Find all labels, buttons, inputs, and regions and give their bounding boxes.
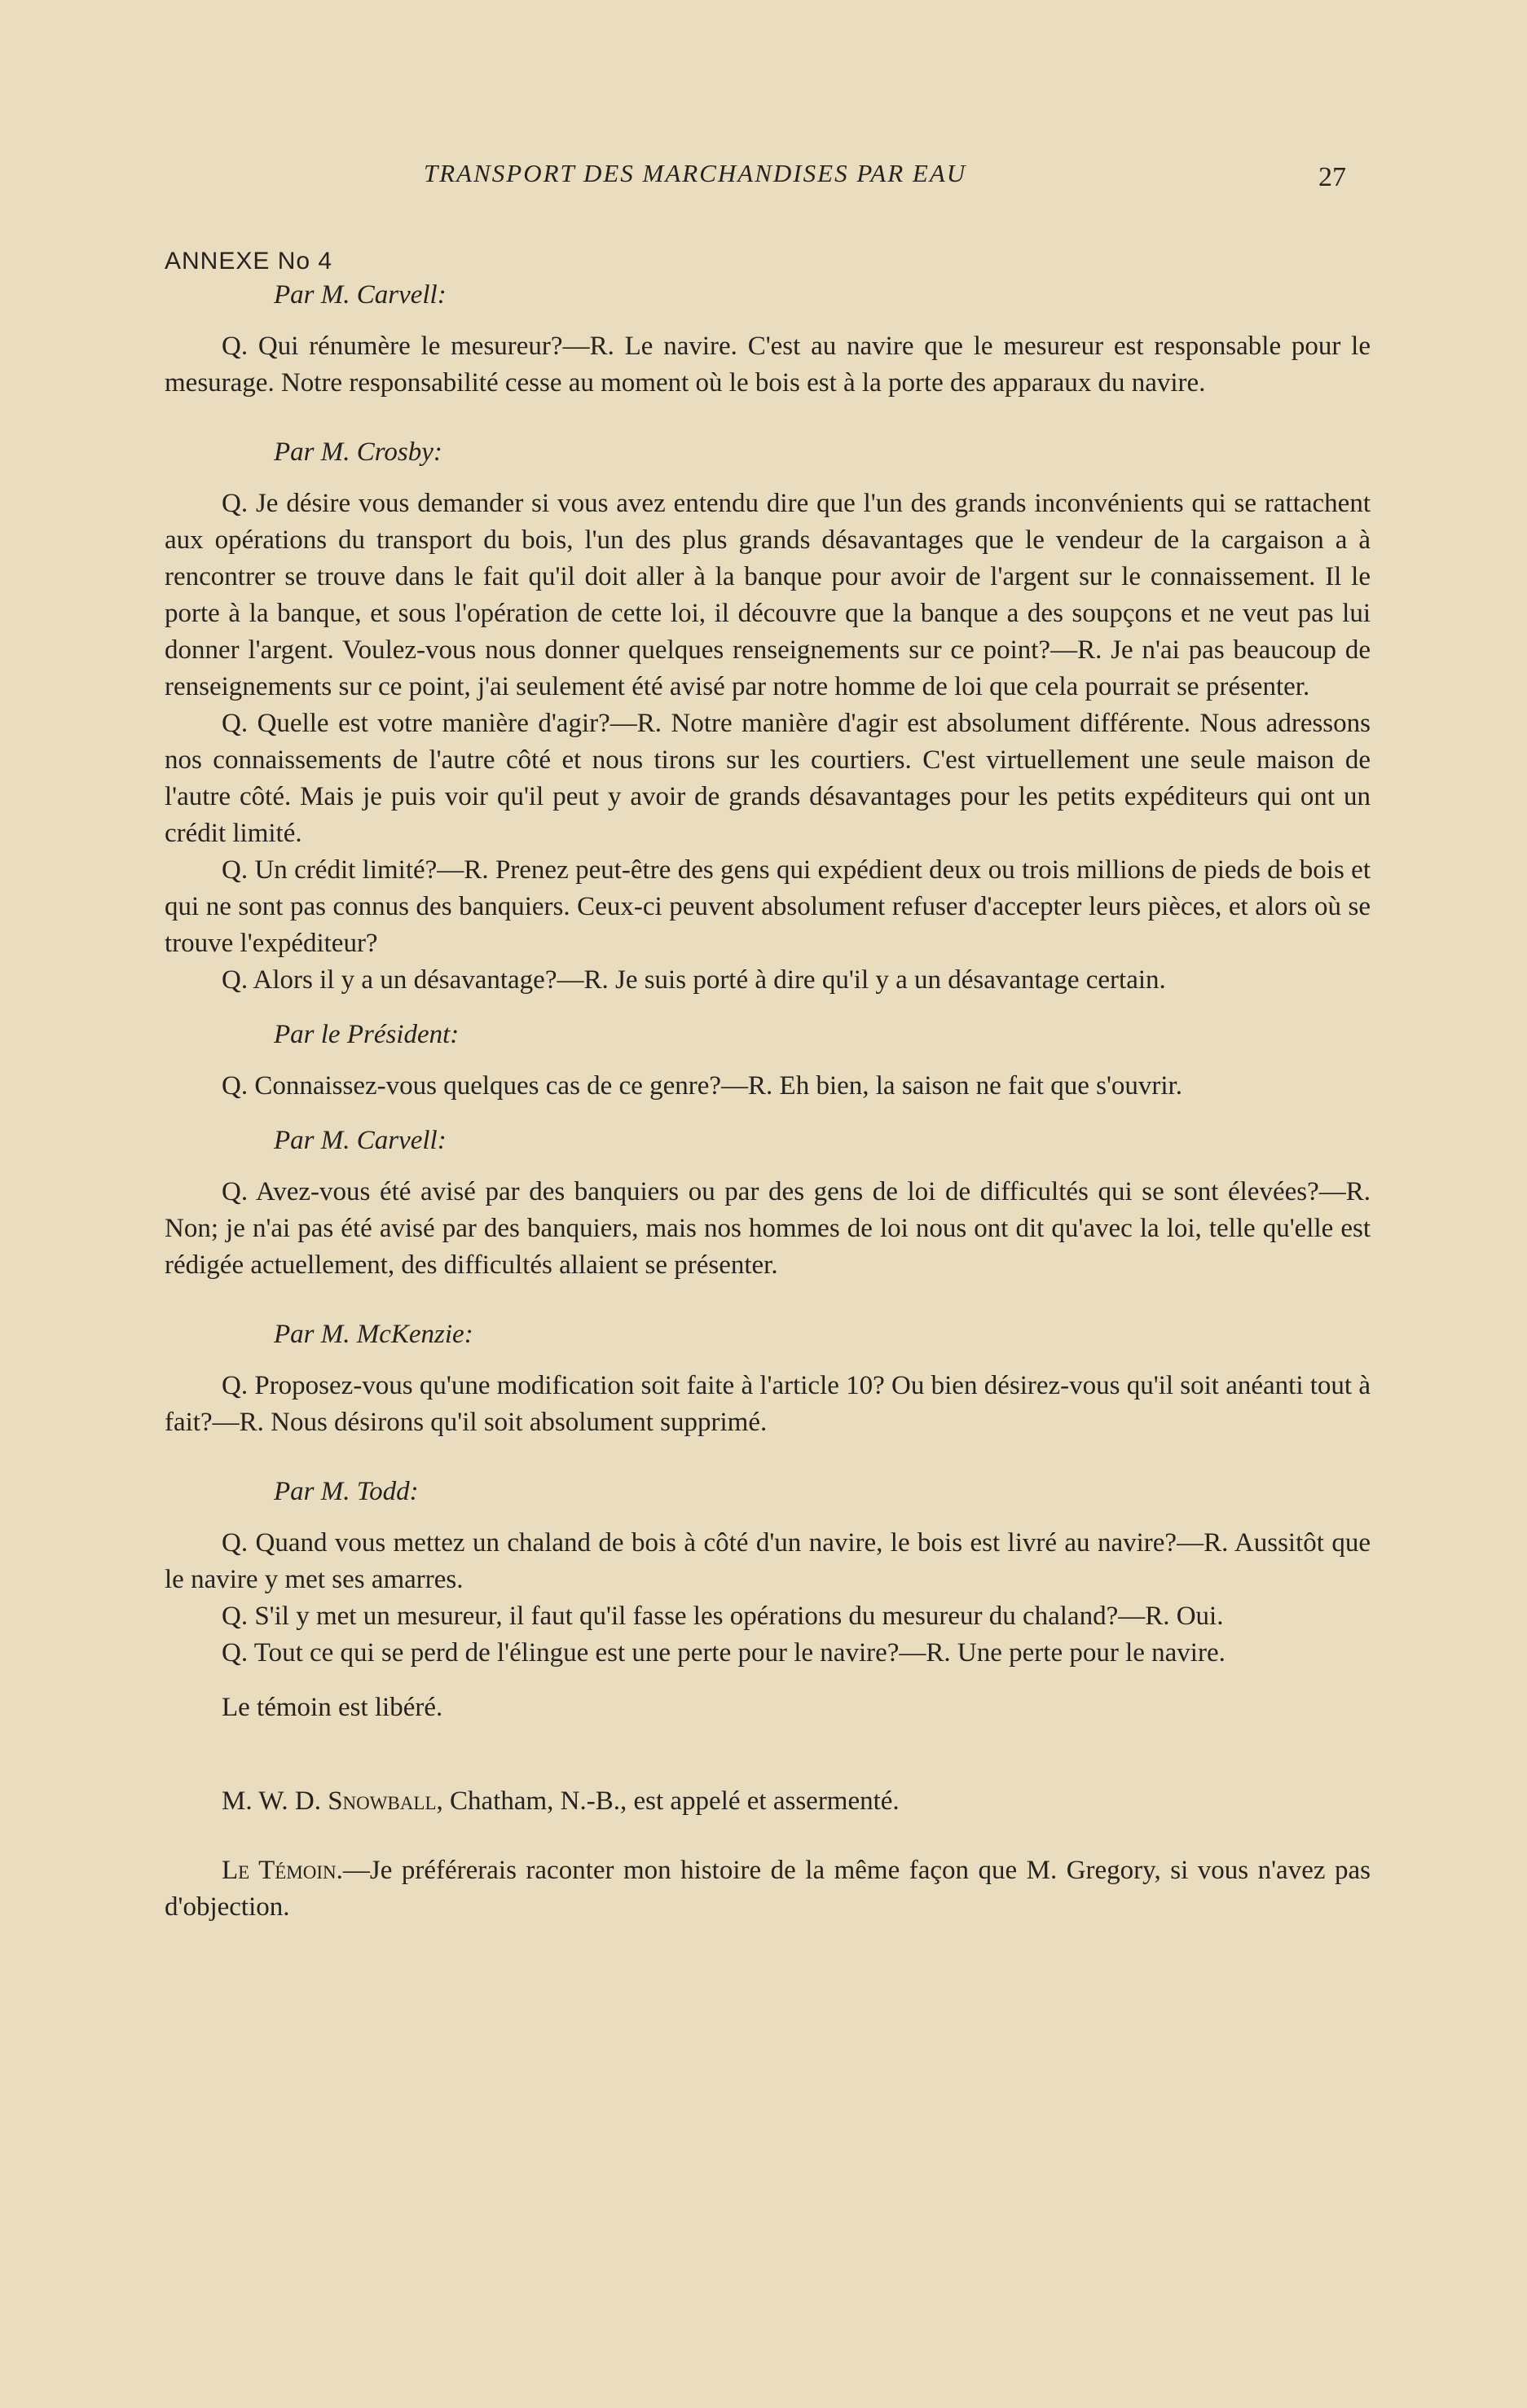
body-text xyxy=(165,277,1371,1926)
qa-paragraph: Q. Quand vous mettez un chaland de bois à côté d'un navire, le bois est livré au navire?—R. Aussitôt que le navire y met ses amarres. xyxy=(165,1528,1371,1594)
witness-discharged: Le témoin est libéré. xyxy=(222,1693,443,1722)
speaker-heading: Par le Président: xyxy=(274,1020,460,1049)
running-title: TRANSPORT DES MARCHANDISES PAR EAU xyxy=(424,159,967,187)
speaker-heading: Par M. McKenzie: xyxy=(274,1320,473,1349)
speaker-heading: Par M. Todd: xyxy=(274,1477,419,1506)
qa-paragraph: Q. S'il y met un mesureur, il faut qu'il fasse les opérations du mesureur du chaland?—R. Oui. xyxy=(222,1602,1224,1631)
qa-paragraph: Q. Un crédit limité?—R. Prenez peut-être des gens qui expédient deux ou trois millions de pieds de bois et qui ne sont pas connus des banquiers. Ceux-ci peuvent absolument refuser d'accepter leurs pièces, et alors où se trouve l'expéditeur? xyxy=(165,855,1371,958)
speaker-heading: Par M. Carvell: xyxy=(274,280,447,310)
speaker-heading: Par M. Carvell: xyxy=(274,1126,447,1155)
qa-paragraph: Q. Quelle est votre manière d'agir?—R. Notre manière d'agir est absolument différente. Nous adressons nos connaissements de l'autre côté et nous tirons sur les courtiers. C'est virtuellement une seule maison de l'autre côté. Mais je puis voir qu'il peut y avoir de grands désavantages pour les petits expéditeurs qui ont un crédit limité. xyxy=(165,709,1371,848)
qa-paragraph: Q. Tout ce qui se perd de l'élingue est une perte pour le navire?—R. Une perte pour le navire. xyxy=(222,1638,1226,1668)
qa-paragraph: Q. Proposez-vous qu'une modification soit faite à l'article 10? Ou bien désirez-vous qu'il soit anéanti tout à fait?—R. Nous désirons qu'il soit absolument supprimé. xyxy=(165,1371,1371,1437)
witness-called-text: Chatham, N.-B., est appelé et assermenté. xyxy=(442,1786,900,1816)
annexe-label: ANNEXE No 4 xyxy=(165,248,333,275)
qa-paragraph: Q. Connaissez-vous quelques cas de ce genre?—R. Eh bien, la saison ne fait que s'ouvrir. xyxy=(222,1071,1182,1101)
witness-statement xyxy=(165,1852,1371,1926)
qa-paragraph: Q. Qui rénumère le mesureur?—R. Le navire. C'est au navire que le mesureur est responsable pour le mesurage. Notre responsabilité cesse au moment où le bois est à la porte des apparaux du navire. xyxy=(165,332,1371,398)
page-number: 27 xyxy=(1318,162,1346,192)
qa-paragraph: Q. Alors il y a un désavantage?—R. Je suis porté à dire qu'il y a un désavantage certain. xyxy=(222,965,1166,995)
witness-name: M. W. D. Snowball, xyxy=(222,1786,443,1816)
witness-called xyxy=(165,1783,1371,1820)
qa-paragraph: Q. Je désire vous demander si vous avez entendu dire que l'un des grands inconvénients qui se rattachent aux opérations du transport du bois, l'un des plus grands désavantages que le vendeur de la cargaison a à rencontrer se trouve dans le fait qu'il doit aller à la banque pour avoir de l'argent sur le connaissement. Il le porte à la banque, et sous l'opération de cette loi, il découvre que la banque a des soupçons et ne veut pas lui donner l'argent. Voulez-vous nous donner quelques renseignements sur ce point?—R. Je n'ai pas beaucoup de renseignements sur ce point, j'ai seulement été avisé par notre homme de loi que cela pourrait se présenter. xyxy=(165,489,1371,701)
qa-paragraph: Q. Avez-vous été avisé par des banquiers ou par des gens de loi de difficultés qui se sont élevées?—R. Non; je n'ai pas été avisé par des banquiers, mais nos hommes de loi nous ont dit qu'avec la loi, telle qu'elle est rédigée actuellement, des difficultés allaient se présenter. xyxy=(165,1177,1371,1280)
witness-label: Le Témoin. xyxy=(222,1856,343,1885)
speaker-heading: Par M. Crosby: xyxy=(274,437,442,467)
witness-statement-text: —Je préférerais raconter mon histoire de la même façon que M. Gregory, si vous n'avez pas d'objection. xyxy=(165,1856,1371,1922)
